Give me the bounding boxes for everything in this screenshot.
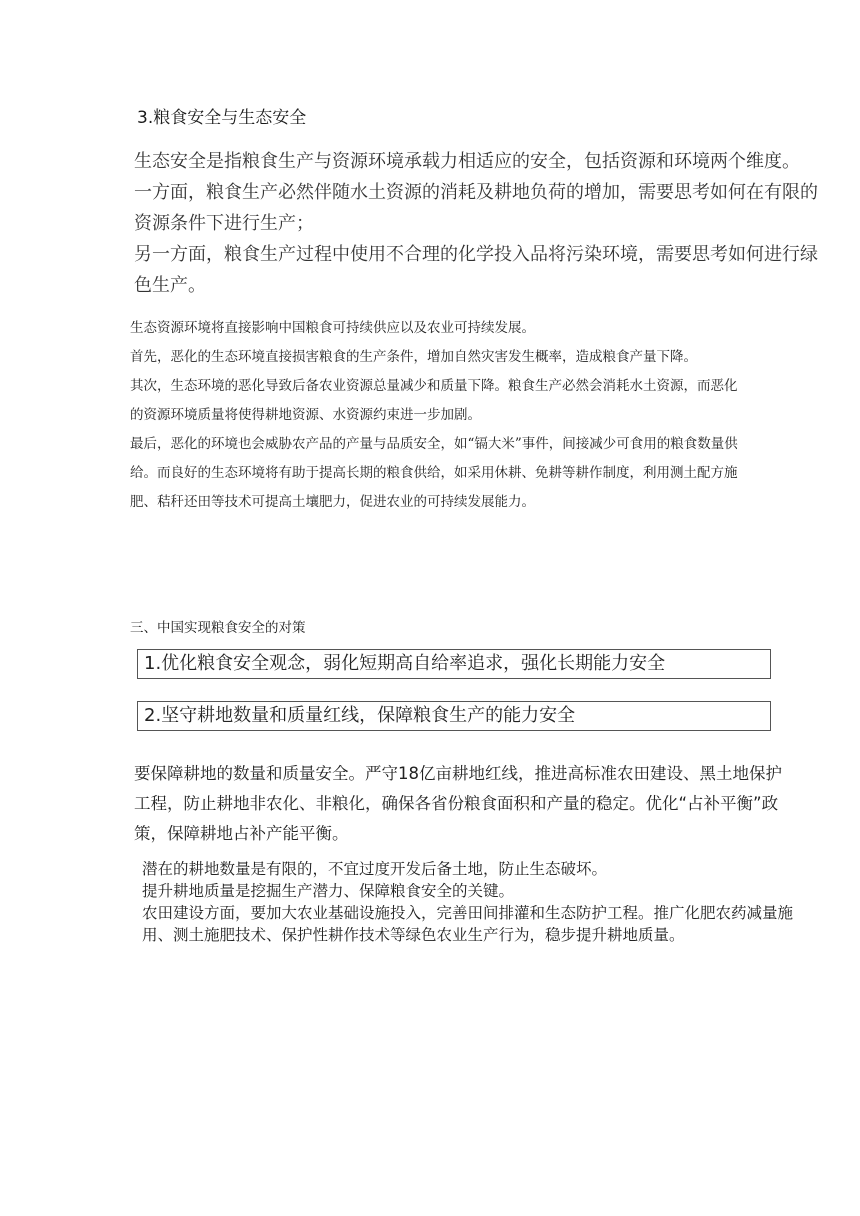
detail-item: 农田建设方面，要加大农业基础设施投入，完善田间排灌和生态防护工程。推广化肥农药减量施用、测土施肥技术、保护性耕作技术等绿色农业生产行为，稳步提升耕地质量。 [142, 904, 794, 944]
farmland-details [142, 858, 802, 946]
farmland-paragraph: 要保障耕地的数量和质量安全。严守18亿亩耕地红线，推进高标准农田建设、黑土地保护工程，防止耕地非农化、非粮化，确保各省份粮食面积和产量的稳定。优化“占补平衡”政策，保障耕地占补产能平衡。 [134, 764, 782, 843]
lead-paragraph: 生态安全是指粮食生产与资源环境承载力相适应的安全，包括资源和环境两个维度。 [134, 151, 800, 172]
body-paragraph: 其次，生态环境的恶化导致后备农业资源总量减少和质量下降。粮食生产必然会消耗水土资源，而恶化的资源环境质量将使得耕地资源、水资源约束进一步加剧。 [130, 378, 738, 423]
body-paragraph: 首先，恶化的生态环境直接损害粮食的生产条件，增加自然灾害发生概率，造成粮食产量下降。 [130, 349, 697, 365]
lead-paragraph: 另一方面，粮食生产过程中使用不合理的化学投入品将污染环境，需要思考如何进行绿色生产。 [134, 244, 818, 296]
section-3-lead [134, 146, 824, 301]
strategy-heading-1: 1.优化粮食安全观念，弱化短期高自给率追求，强化长期能力安全 [137, 649, 771, 679]
section-3-body [130, 314, 740, 517]
body-paragraph: 生态资源环境将直接影响中国粮食可持续供应以及农业可持续发展。 [130, 320, 535, 336]
detail-item: 潜在的耕地数量是有限的，不宜过度开发后备土地，防止生态破坏。 [142, 860, 608, 878]
strategy-heading-2: 2.坚守耕地数量和质量红线，保障粮食生产的能力安全 [137, 701, 771, 731]
lead-paragraph: 一方面，粮食生产必然伴随水土资源的消耗及耕地负荷的增加，需要思考如何在有限的资源条件下进行生产； [134, 182, 818, 234]
body-paragraph: 最后，恶化的环境也会威胁农产品的产量与品质安全，如“镉大米”事件，间接减少可食用的粮食数量供给。而良好的生态环境将有助于提高长期的粮食供给，如采用休耕、免耕等耕作制度，利用测土配方施肥、秸秆还田等技术可提高土壤肥力，促进农业的可持续发展能力。 [130, 436, 738, 510]
section-3-title: 3.粮食安全与生态安全 [137, 108, 307, 128]
section-san-title: 三、中国实现粮食安全的对策 [130, 620, 306, 636]
detail-item: 提升耕地质量是挖掘生产潜力、保障粮食安全的关键。 [142, 882, 515, 900]
